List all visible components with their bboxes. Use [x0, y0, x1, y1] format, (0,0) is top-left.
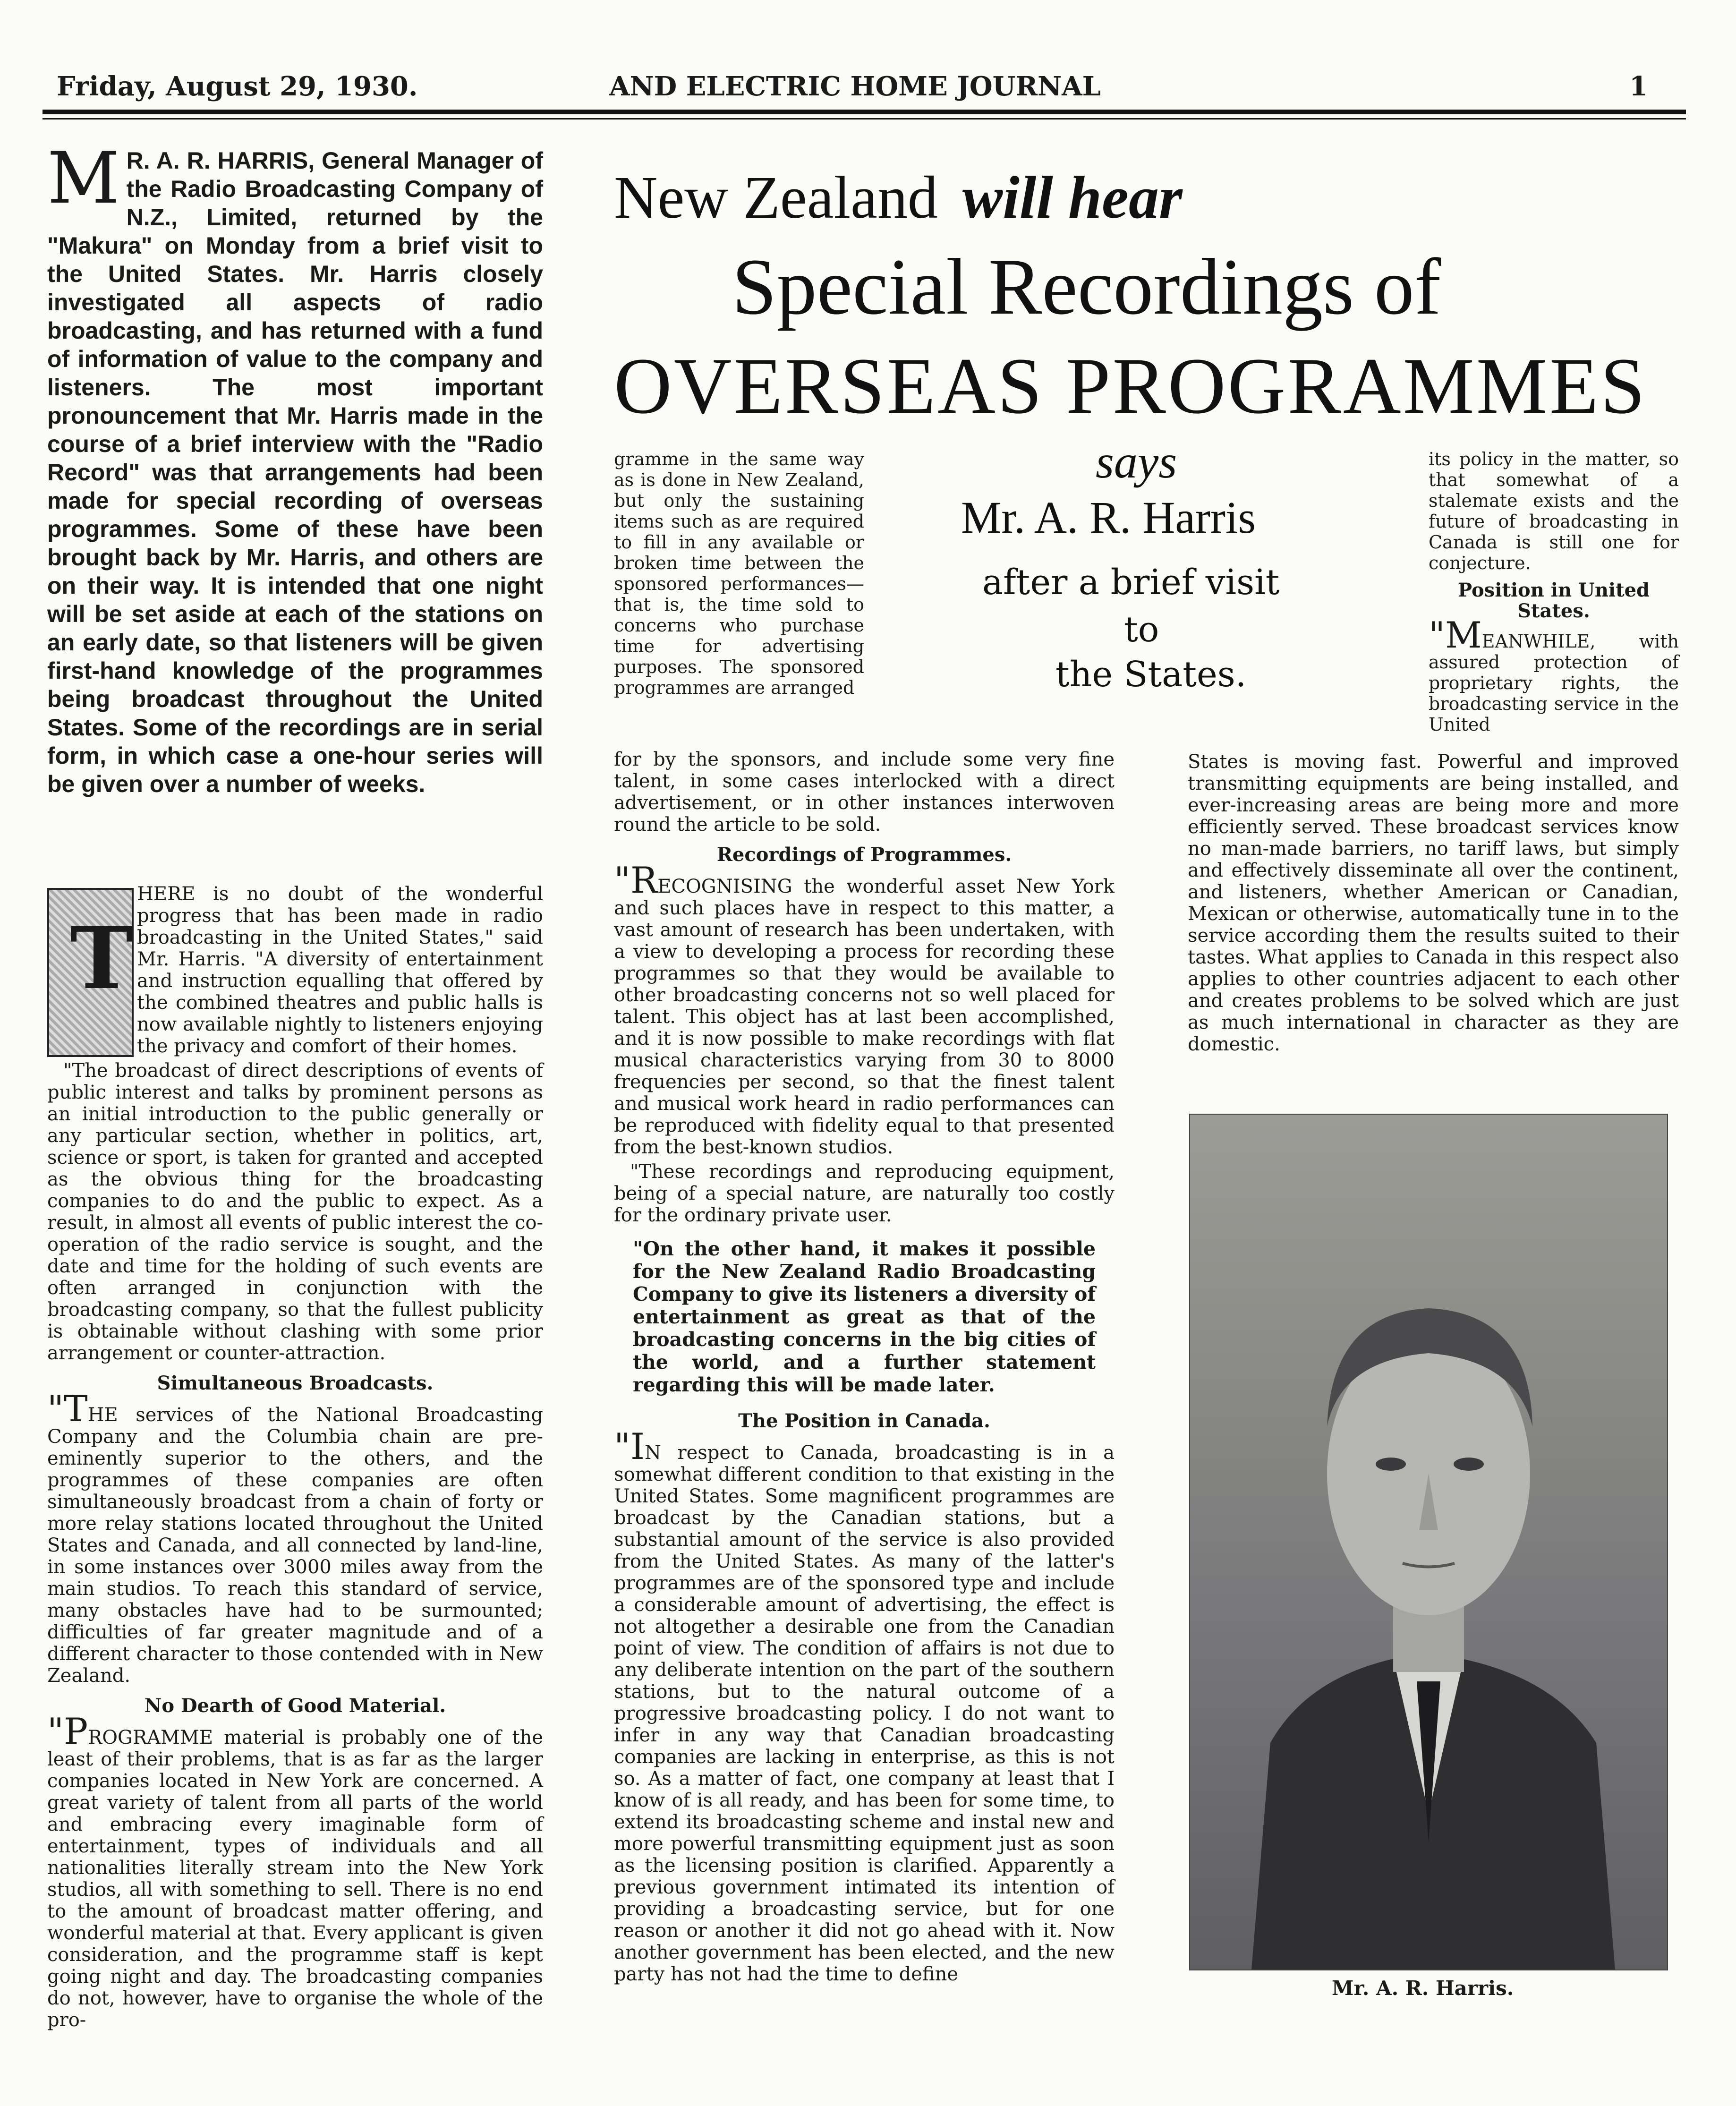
journal-title: AND ELECTRIC HOME JOURNAL — [609, 71, 1101, 102]
headline-after-1: after a brief visit — [982, 562, 1280, 603]
middle-paragraph-0: for by the sponsors, and include some very fine talent, in some cases interlocked with a direct advertisement, or in other instances interwoven round the article to be sold. — [614, 749, 1115, 836]
photo-caption: Mr. A. R. Harris. — [1332, 1977, 1514, 2000]
left-paragraph-2: "The broadcast of direct descriptions of events of public interest and talks by prominent persons as an initial introduction to the public generally or any particular section, whether in politics, art, science or sport, is taken for granted and accepted as the obvious thing for the broadcasting companies to do and the public to expect. As a result, in almost all events of public interest the co-operation of the radio service is sought, and the date and time for the holding of such events are often arranged in conjunction with the broadcasting company, so that the fullest publicity is obtainable without clashing with some prior arrangement or counter-attraction. — [47, 1060, 543, 1364]
middle-paragraph-2: "These recordings and reproducing equipment, being of a special nature, are naturally too costly for the ordinary private user. — [614, 1161, 1115, 1226]
subhead-no-dearth: No Dearth of Good Material. — [144, 1695, 446, 1717]
right-paragraph-0: its policy in the matter, so that somewhat of a stalemate exists and the future of broadcasting in Canada is still one for conjecture. — [1429, 449, 1679, 573]
headline-author: Mr. A. R. Harris — [961, 492, 1256, 543]
portrait-figure-icon — [1190, 1115, 1667, 1970]
subhead-simultaneous: Simultaneous Broadcasts. — [157, 1372, 434, 1394]
left-paragraph-4 — [47, 1710, 543, 2031]
headline-will-hear: will hear — [962, 164, 1183, 231]
intro-text: R. A. R. HARRIS, General Manager of the Radio Broadcasting Company of N.Z., Limited, returned by the "Makura" on Monday from a brief visit to the United States. Mr. Harris closely investigated all aspects of radio broadcasting, and has returned with a fund of information of value to the company and listeners. The most important pronouncement that Mr. Harris made in the course of a brief interview with the "Radio Record" was that arrangements had been made for special recording of overseas programmes. Some of these have been brought back by Mr. Harris, and others are on their way. It is intended that one night will be set aside at each of the stations on an early date, so that listeners will be given first-hand knowledge of the programmes being broadcast throughout the United States. Some of the recordings are in serial form, in which case a one-hour series will be given over a number of weeks. — [47, 147, 543, 797]
middle-p3-drop-cap: "I — [614, 1425, 645, 1467]
left-p3-drop-cap: "T — [47, 1388, 88, 1430]
headline-line-3: OVERSEAS PROGRAMMES — [614, 341, 1647, 430]
left-drop-cap: T — [70, 909, 133, 1008]
left-paragraph-3 — [47, 1388, 543, 1687]
bold-announcement: "On the other hand, it makes it possible for the New Zealand Radio Broadcasting Company to give its listeners a diversity of entertainment as great as that of the broadcasting concerns in the big cities of the world, and a further statement regarding this will be made later. — [633, 1237, 1096, 1396]
left-p4-text: ROGRAMME material is probably one of the least of their problems, that is as far as the larger companies located in New York are concerned. A great variety of talent from all parts of the world and embracing every imaginable form of entertainment, types of individuals and all nationalities literally stream into the New York studios, all with something to sell. There is no end to the amount of broadcast matter offering, and wonderful material at that. Every applicant is given consideration, and the programme staff is kept going night and day. The broadcasting companies do not, however, have to organise the whole of the pro- — [47, 1727, 543, 2031]
left-paragraph-1: HERE is no doubt of the wonderful progress that has been made in radio broadcasting in the United States," said Mr. Harris. "A diversity of entertainment and instruction equalling that offered by the combined theatres and public halls is now available nightly to listeners enjoying the privacy and comfort of their homes. — [137, 883, 543, 1057]
issue-date: Friday, August 29, 1930. — [57, 71, 418, 102]
header-rule — [43, 110, 1686, 114]
left-column — [47, 883, 543, 2034]
portrait-photo — [1189, 1114, 1668, 1970]
headline-after-2: to — [1124, 609, 1159, 650]
subhead-canada: The Position in Canada. — [738, 1410, 990, 1432]
middle-paragraph-1 — [614, 859, 1115, 1158]
subhead-recordings: Recordings of Programmes. — [716, 844, 1012, 866]
middle-paragraph-3 — [614, 1425, 1115, 1985]
intro-drop-cap: M — [47, 137, 120, 220]
headline-says: says — [1096, 435, 1177, 488]
middle-col-narrow: gramme in the same way as is done in New Zealand, but only the sustaining items such as are required to fill in any available or broken time between the sponsored performances—that is, the time sold to concerns who purchase time for advertising purposes. The sponsored programmes are arranged — [614, 449, 864, 698]
page-number: 1 — [1629, 71, 1648, 102]
subhead-united-states: Position in United States. — [1457, 579, 1650, 622]
left-p3-text: HE services of the National Broadcasting Company and the Columbia chain are pre-eminently superior to the others, and the programmes of these companies are often simultaneously broadcast from a chain of forty or more relay stations located throughout the United States and Canada, and all connected by land-line, in some instances over 3000 miles away from the main studios. To reach this standard of service, many obstacles have had to be surmounted; difficulties of far greater magnitude and of a different character to those contended with in New Zealand. — [47, 1404, 543, 1687]
middle-p1-text: ECOGNISING the wonderful asset New York and such places have in respect to this matter, a vast amount of research has been undertaken, with a view to developing a process for recording these programmes so that they would be available to other broadcasting concerns not so well placed for talent. This object has at last been accomplished, and it is now possible to make recordings with flat musical characteristics varying from 30 to 8000 frequencies per second, so that the finest talent and musical work heard in radio performances can be reproduced with fidelity equal to that presented from the best-known studios. — [614, 876, 1115, 1158]
middle-column — [614, 749, 1115, 1988]
headline-line-1 — [614, 163, 1183, 232]
right-p1-drop-cap: "M — [1429, 614, 1482, 656]
headline-after-3: the States. — [1055, 654, 1247, 695]
middle-p3-text: N respect to Canada, broadcasting is in a somewhat different condition to that existing in the United States. Some magnificent programmes are broadcast by the Canadian stations, but a substantial amount of the service is also provided from the United States. As many of the latter's programmes are of the sponsored type and include a considerable amount of advertising, the effect is not altogether a desirable one from the Canadian point of view. The condition of affairs is not due to any deliberate intention on the part of the southern stations, but to the natural outcome of a progressive broadcasting policy. I do not want to infer in any way that Canadian broadcasting companies are lacking in enterprise, as this is not so. As a matter of fact, one company at least that I know of is all ready, and has been for some time, to extend its broadcasting scheme and instal new and more powerful transmitting equipment just as soon as the licensing position is clarified. Apparently a previous government intimated its intention of providing a broadcasting service, but for one reason or another it did not go ahead with it. Now another government has been elected, and the new party has not had the time to define — [614, 1442, 1115, 1985]
header-rule-thin — [43, 118, 1686, 119]
right-column-narrow — [1429, 449, 1679, 738]
headline-line-2: Special Recordings of — [732, 242, 1441, 331]
right-paragraph-1: States is moving fast. Powerful and improved transmitting equipments are being installed, and ever-increasing areas are being more and more efficiently served. These broadcast services know no man-made barriers, no tariff laws, but simply and effectively disseminate all over the continent, and listeners, whether American or Canadian, Mexican or otherwise, automatically tune in to the service according them the results suited to their tastes. What applies to Canada in this respect also applies to other countries adjacent to each other and creates problems to be solved which are just as much international in character as they are domestic. — [1188, 751, 1679, 1055]
left-p4-drop-cap: "P — [47, 1710, 88, 1752]
right-p1-narrow: EANWHILE, with assured protection of proprietary rights, the broadcasting service in the United — [1429, 631, 1679, 735]
intro-paragraph — [47, 137, 543, 798]
headline-new-zealand: New Zealand — [614, 164, 938, 231]
middle-p1-drop-cap: "R — [614, 859, 658, 901]
